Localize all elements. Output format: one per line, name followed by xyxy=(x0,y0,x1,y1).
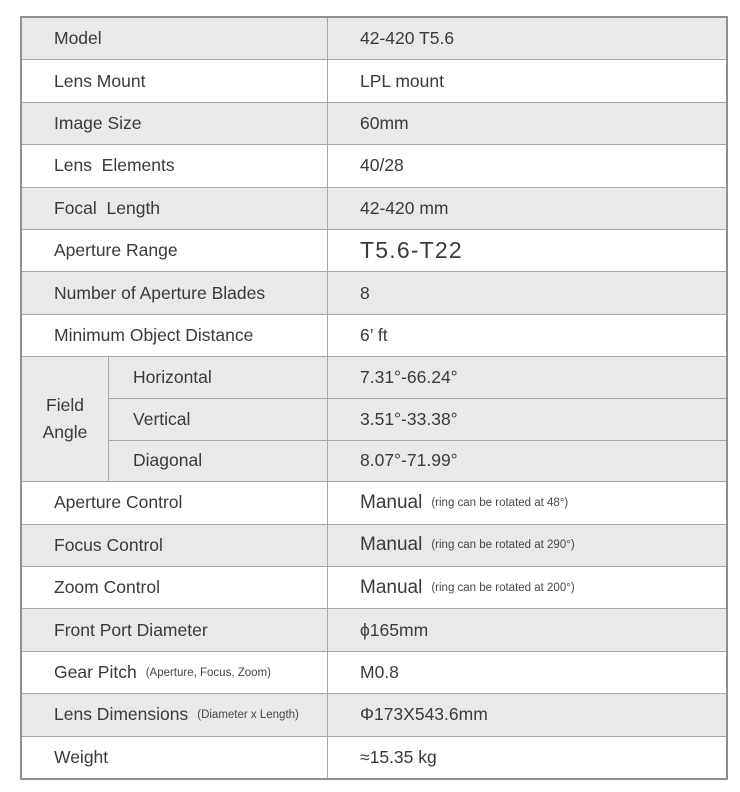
field-angle-sub-label: Vertical xyxy=(109,399,328,440)
spec-label: Aperture Control xyxy=(22,482,328,523)
spec-label-note: (Diameter x Length) xyxy=(197,708,299,721)
spec-value: LPL mount xyxy=(360,70,444,91)
spec-value xyxy=(328,525,726,566)
spec-label: Front Port Diameter xyxy=(22,609,328,650)
spec-value: 8 xyxy=(360,282,370,303)
field-angle-label: Field Angle xyxy=(22,357,109,481)
spec-row-focal-length xyxy=(22,188,726,230)
spec-label: Model xyxy=(22,18,328,59)
spec-row-image-size xyxy=(22,103,726,145)
spec-value: 60mm xyxy=(360,112,409,133)
spec-value: Φ173X543.6mm xyxy=(360,704,488,725)
spec-row-aperture-range xyxy=(22,230,726,272)
spec-value: 6’ ft xyxy=(360,324,388,345)
spec-label: Focal Length xyxy=(22,188,328,229)
spec-value: 42-420 T5.6 xyxy=(360,28,455,49)
spec-label xyxy=(22,694,328,735)
spec-label: Number of Aperture Blades xyxy=(22,272,328,313)
spec-label xyxy=(22,652,328,693)
spec-row-lens-elements xyxy=(22,145,726,187)
field-angle-value: 3.51°-33.38° xyxy=(360,408,458,429)
spec-value-note: (ring can be rotated at 48°) xyxy=(431,496,569,509)
field-angle-row-diagonal xyxy=(109,441,726,482)
spec-value-main: Manual xyxy=(360,491,423,513)
spec-label: Minimum Object Distance xyxy=(22,315,328,356)
spec-value xyxy=(328,482,726,523)
field-angle-rows xyxy=(109,357,726,481)
spec-label-main: Gear Pitch xyxy=(54,662,137,683)
spec-label: Image Size xyxy=(22,103,328,144)
field-angle-sub-label: Diagonal xyxy=(109,441,328,482)
spec-label: Zoom Control xyxy=(22,567,328,608)
field-angle-row-vertical xyxy=(109,399,726,441)
spec-row-aperture-control xyxy=(22,482,726,524)
spec-row-focus-control xyxy=(22,525,726,567)
field-angle-row-horizontal xyxy=(109,357,726,399)
spec-row-aperture-blades xyxy=(22,272,726,314)
spec-value: 42-420 mm xyxy=(360,197,449,218)
spec-value xyxy=(328,567,726,608)
spec-row-gear-pitch xyxy=(22,652,726,694)
spec-row-model xyxy=(22,18,726,60)
spec-row-weight xyxy=(22,737,726,778)
spec-value-main: Manual xyxy=(360,534,423,556)
spec-label: Lens Elements xyxy=(22,145,328,186)
spec-value-main: Manual xyxy=(360,576,423,598)
spec-section-field-angle xyxy=(22,357,726,482)
spec-row-front-port-diameter xyxy=(22,609,726,651)
spec-label-main: Lens Dimensions xyxy=(54,704,189,725)
field-angle-sub-label: Horizontal xyxy=(109,357,328,398)
spec-label: Lens Mount xyxy=(22,60,328,101)
spec-label: Weight xyxy=(22,737,328,778)
spec-row-lens-dimensions xyxy=(22,694,726,736)
spec-value: M0.8 xyxy=(360,662,399,683)
spec-label-note: (Aperture, Focus, Zoom) xyxy=(145,666,271,679)
spec-value: 40/28 xyxy=(360,155,404,176)
field-angle-value: 7.31°-66.24° xyxy=(360,366,458,387)
spec-row-min-object-distance xyxy=(22,315,726,357)
spec-row-lens-mount xyxy=(22,60,726,102)
spec-value: ≈15.35 kg xyxy=(360,746,437,767)
spec-label: Aperture Range xyxy=(22,230,328,271)
spec-value: ϕ165mm xyxy=(360,619,429,640)
spec-row-zoom-control xyxy=(22,567,726,609)
spec-value: T5.6-T22 xyxy=(360,237,463,264)
spec-label: Focus Control xyxy=(22,525,328,566)
spec-value-note: (ring can be rotated at 200°) xyxy=(431,581,575,594)
spec-value-note: (ring can be rotated at 290°) xyxy=(431,539,575,552)
lens-spec-table xyxy=(20,16,728,780)
field-angle-value: 8.07°-71.99° xyxy=(360,450,458,471)
